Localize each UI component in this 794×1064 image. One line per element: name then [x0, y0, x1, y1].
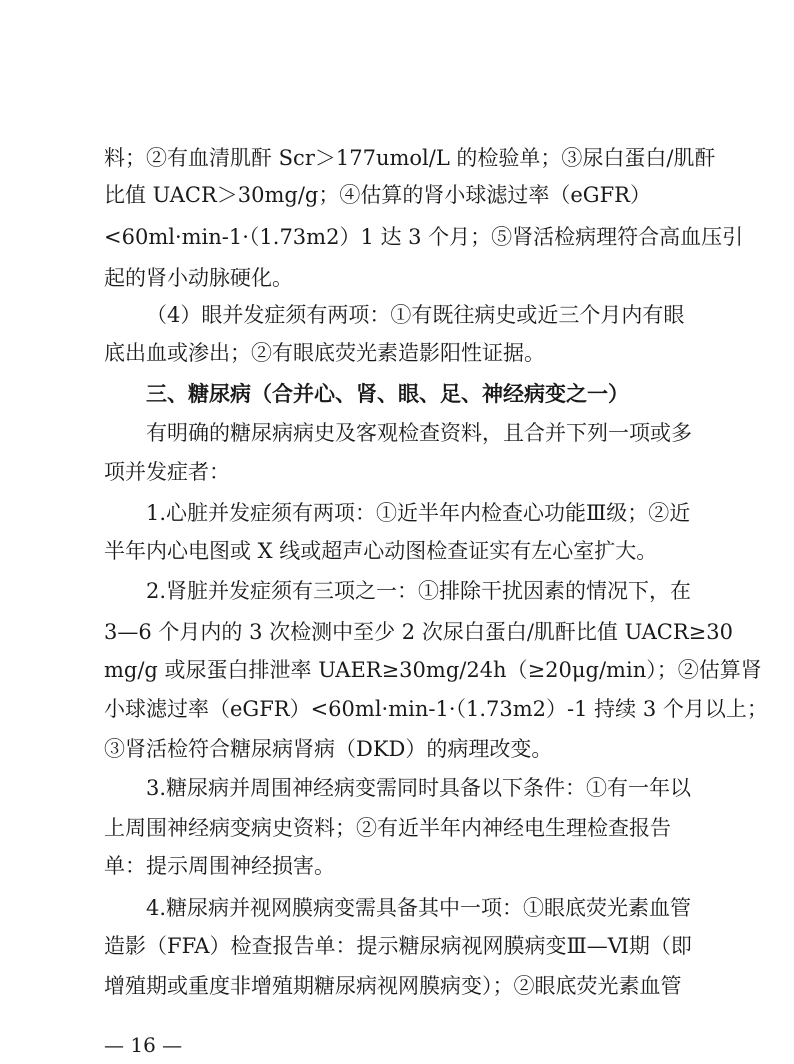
text-line: 半年内心电图或 X 线或超声心动图检查证实有左心室扩大。: [104, 539, 658, 563]
section-heading: 三、糖尿病（合并心、肾、眼、足、神经病变之一）: [146, 381, 629, 406]
text-line: 小球滤过率（eGFR）<60ml·min-1·（1.73m2）-1 持续 3 个月以上；: [104, 697, 768, 721]
text-line: 2.肾脏并发症须有三项之一：①排除干扰因素的情况下，在: [146, 579, 692, 603]
text-line: 造影（FFA）检查报告单：提示糖尿病视网膜病变Ⅲ—Ⅵ期（即: [104, 934, 692, 958]
text-line: 起的肾小动脉硬化。: [104, 266, 293, 290]
text-line: <60ml·min-1·（1.73m2）1 达 3 个月；⑤肾活检病理符合高血压引: [104, 225, 744, 249]
text-line: ③肾活检符合糖尿病肾病（DKD）的病理改变。: [104, 737, 553, 761]
text-line: 料；②有血清肌酐 Scr＞177umol/L 的检验单；③尿白蛋白/肌酐: [104, 146, 716, 170]
text-line: 比值 UACR＞30mg/g；④估算的肾小球滤过率（eGFR）: [104, 183, 651, 207]
page-number: — 16 —: [104, 1033, 183, 1057]
text-line: 增殖期或重度非增殖期糖尿病视网膜病变）；②眼底荧光素血管: [104, 974, 682, 998]
text-line: 3.糖尿病并周围神经病变需同时具备以下条件：①有一年以: [146, 776, 692, 800]
text-line: 上周围神经病变病史资料；②有近半年内神经电生理检查报告: [104, 816, 671, 840]
text-line: 3—6 个月内的 3 次检测中至少 2 次尿白蛋白/肌酐比值 UACR≥30: [104, 620, 733, 644]
text-line: mg/g 或尿蛋白排泄率 UAER≥30mg/24h（≥20μg/min）；②估算肾: [104, 658, 762, 682]
text-line: 有明确的糖尿病病史及客观检查资料，且合并下列一项或多: [146, 421, 692, 445]
text-line: 4.糖尿病并视网膜病变需具备其中一项：①眼底荧光素血管: [146, 896, 692, 920]
text-line: （4）眼并发症须有两项：①有既往病史或近三个月内有眼: [146, 303, 685, 327]
text-line: 项并发症者：: [104, 460, 230, 484]
text-line: 1.心脏并发症须有两项：①近半年内检查心功能Ⅲ级；②近: [146, 501, 691, 525]
text-line: 底出血或渗出；②有眼底荧光素造影阳性证据。: [104, 341, 545, 365]
text-line: 单：提示周围神经损害。: [104, 854, 335, 878]
